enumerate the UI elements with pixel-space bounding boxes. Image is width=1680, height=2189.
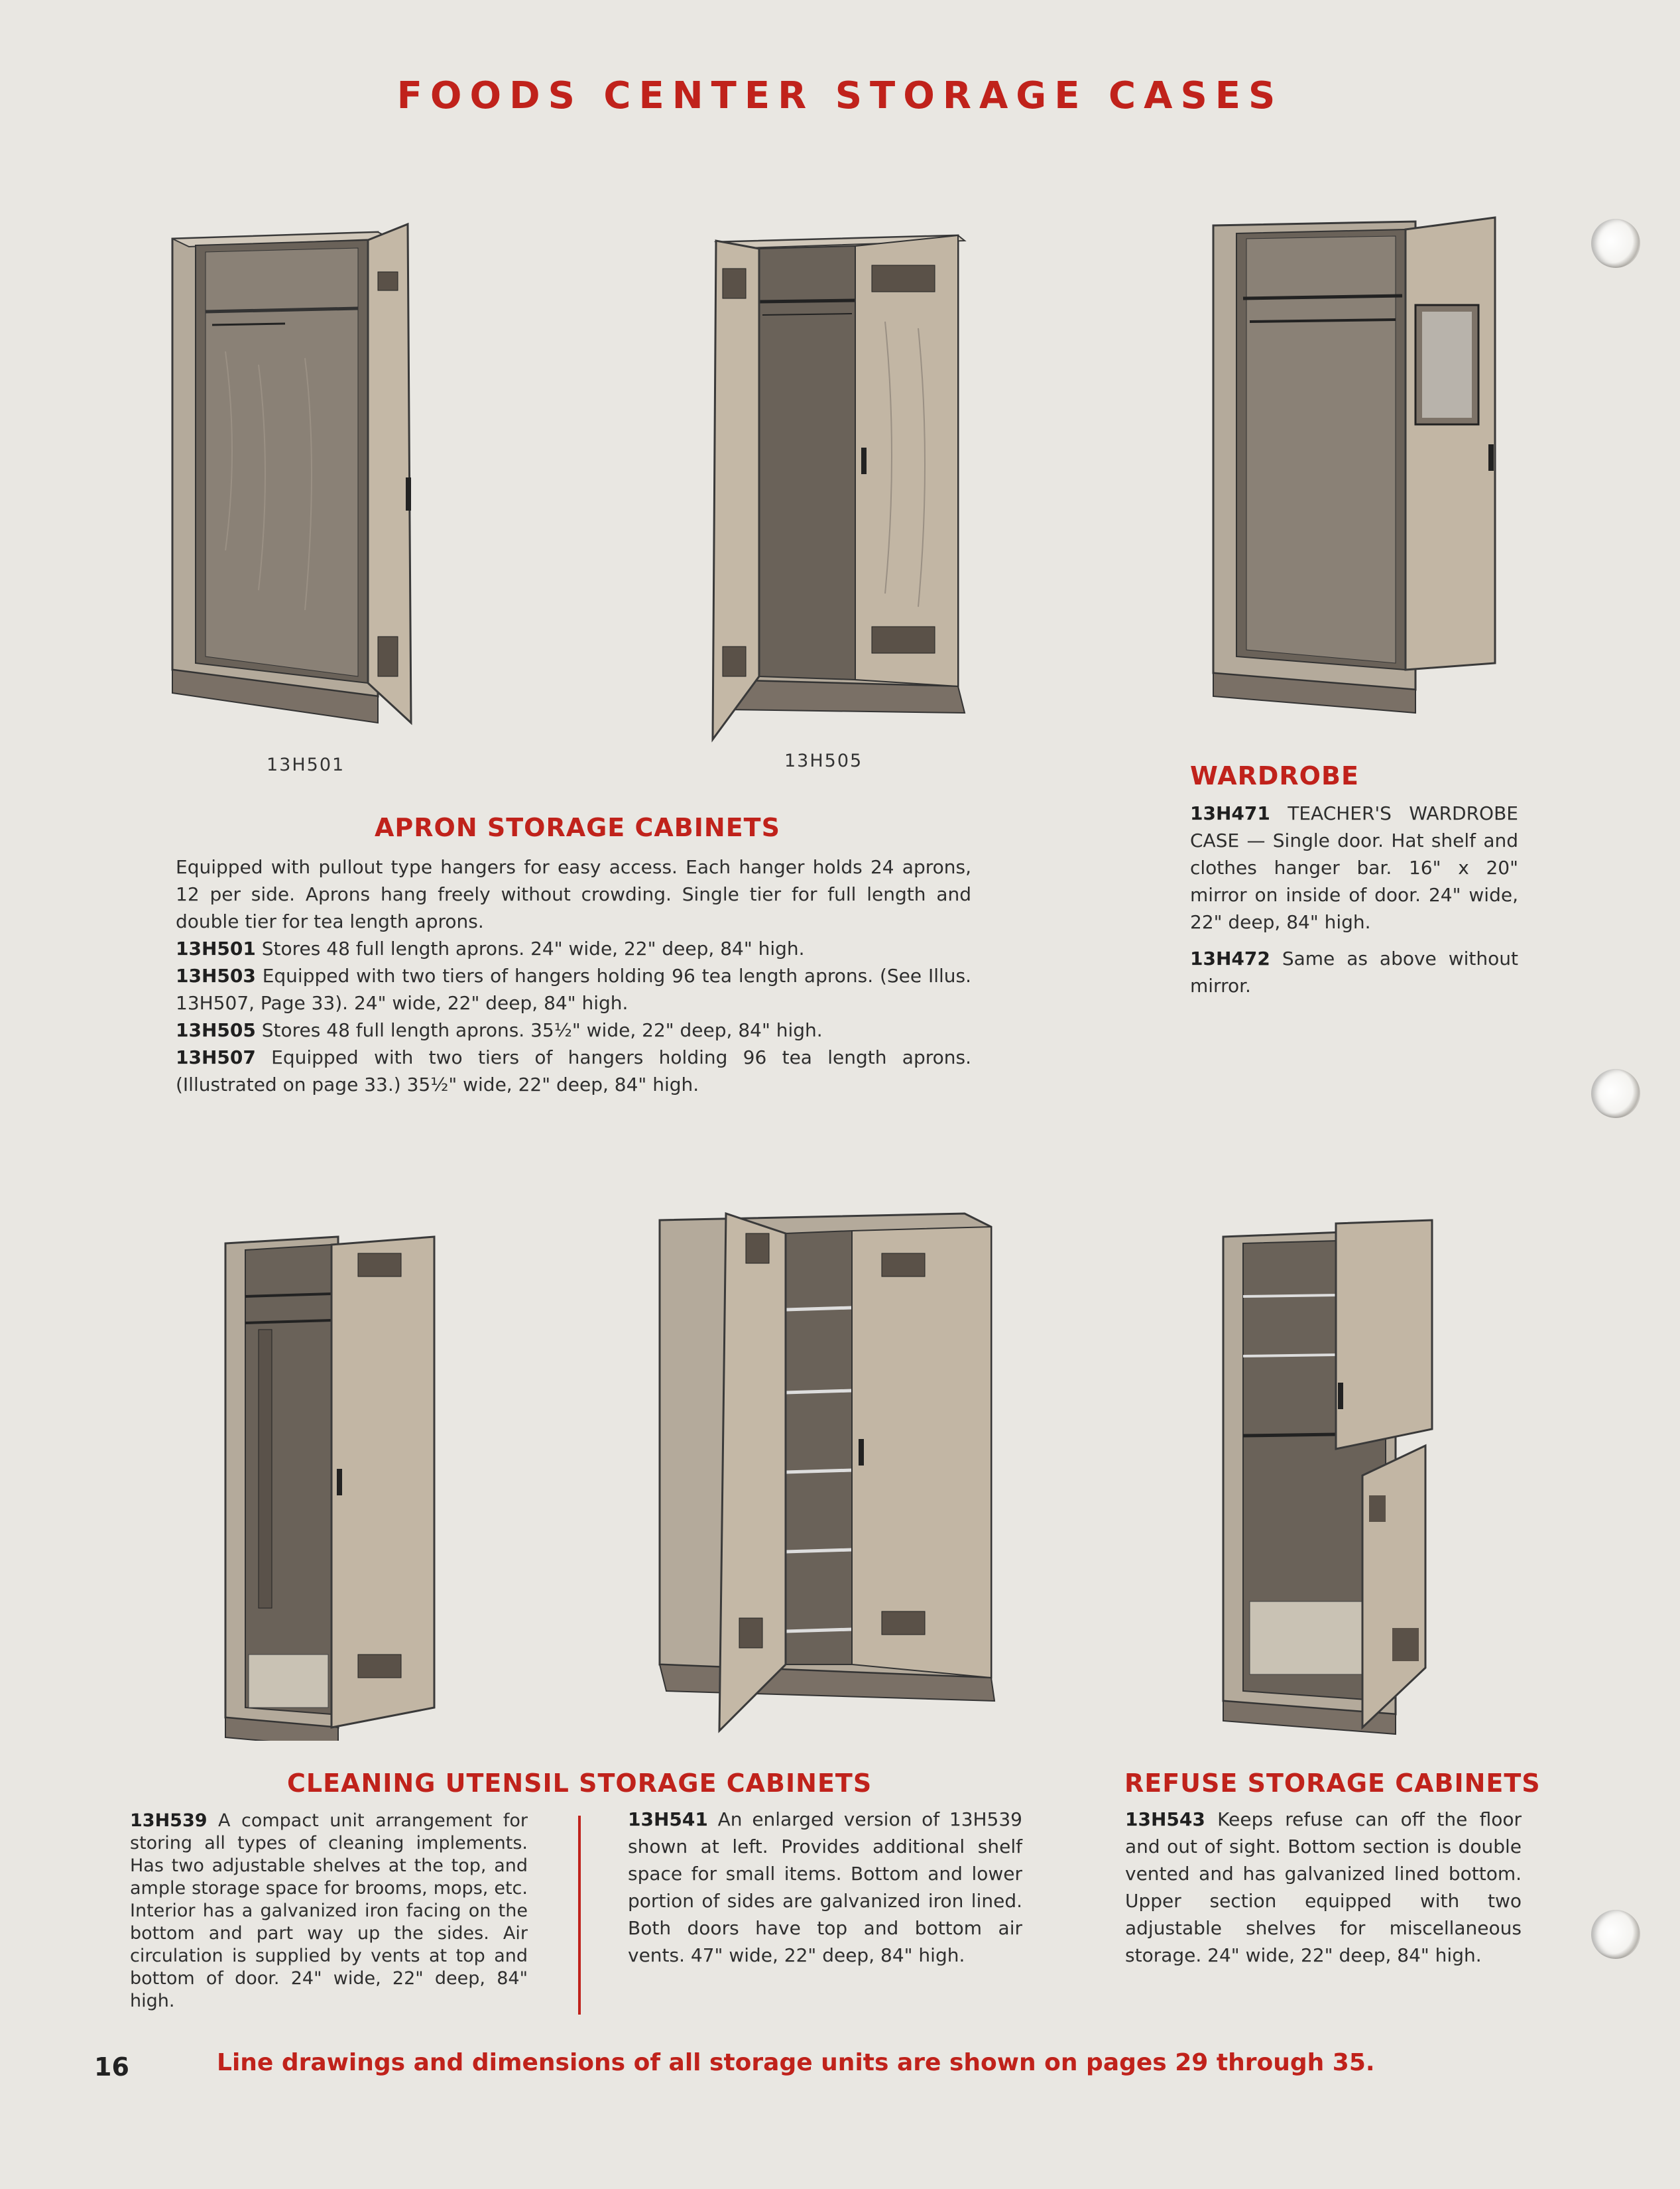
wardrobe-item bbox=[1190, 945, 1518, 999]
item-code: 13H543 bbox=[1125, 1808, 1205, 1830]
wardrobe-13H471-illustration bbox=[1203, 206, 1508, 716]
footer-note: Line drawings and dimensions of all storage units are shown on pages 29 through 35. bbox=[217, 2049, 1375, 2076]
refuse-item-13H543 bbox=[1125, 1806, 1522, 1969]
wardrobe-item bbox=[1190, 800, 1518, 936]
cleaning-heading: CLEANING UTENSIL STORAGE CABINETS bbox=[287, 1769, 872, 1798]
apron-item bbox=[176, 1017, 971, 1044]
item-code: 13H472 bbox=[1190, 948, 1270, 969]
cleaning-item bbox=[130, 1810, 528, 2013]
item-text: A compact unit arrangement for storing all types of cleaning implements. Has two adjustable shelves at the top, and ample storage space for brooms, mops, etc. Interior has a galvanized iron facing on the bottom and part way up the sides. Air circulation is supplied by vents at top and bottom of door. 24" wide, 22" deep, 84" high. bbox=[130, 1810, 528, 2011]
illustration-caption-13H501: 13H501 bbox=[267, 755, 345, 775]
binder-hole-top bbox=[1591, 219, 1640, 268]
cabinet-13H541-illustration bbox=[653, 1200, 998, 1737]
cabinet-13H539-illustration bbox=[219, 1223, 444, 1741]
column-divider bbox=[578, 1816, 581, 2015]
apron-item bbox=[176, 962, 971, 1017]
apron-heading: APRON STORAGE CABINETS bbox=[375, 813, 780, 842]
item-code: 13H539 bbox=[130, 1810, 208, 1831]
item-code: 13H503 bbox=[176, 965, 256, 987]
wardrobe-body bbox=[1190, 800, 1518, 999]
binder-hole-middle bbox=[1591, 1069, 1640, 1118]
cabinet-13H501-illustration bbox=[159, 219, 424, 749]
cleaning-item-13H541 bbox=[628, 1806, 1022, 1969]
item-code: 13H541 bbox=[628, 1808, 708, 1830]
refuse-heading: REFUSE STORAGE CABINETS bbox=[1124, 1769, 1541, 1798]
item-text: Equipped with two tiers of hangers holding 96 tea length aprons. (See Illus. 13H507, Page 33). 24" wide, 22" deep, 84" high. bbox=[176, 965, 971, 1014]
item-text: Same as above without mirror. bbox=[1190, 948, 1519, 997]
binder-hole-bottom bbox=[1591, 1910, 1640, 1959]
item-code: 13H471 bbox=[1190, 802, 1270, 824]
item-text: TEACHER'S WARDROBE CASE — Single door. Hat shelf and clothes hanger bar. 16" x 20" mirror on inside of door. 24" wide, 22" deep, 84" high. bbox=[1190, 802, 1518, 933]
page-number: 16 bbox=[94, 2052, 129, 2082]
page-title: FOODS CENTER STORAGE CASES bbox=[396, 74, 1284, 117]
cleaning-item bbox=[628, 1806, 1022, 1969]
item-code: 13H505 bbox=[176, 1019, 256, 1041]
item-text: Equipped with two tiers of hangers holding 96 tea length aprons. (Illustrated on page 33.) 35½" wide, 22" deep, 84" high. bbox=[176, 1046, 971, 1095]
item-code: 13H501 bbox=[176, 938, 256, 960]
item-code: 13H507 bbox=[176, 1046, 256, 1068]
item-text: Keeps refuse can off the floor and out of sight. Bottom section is double vented and has galvanized lined bottom. Upper section equipped with two adjustable shelves for miscellaneous storage. 24" wide, 22" deep, 84" high. bbox=[1125, 1808, 1522, 1966]
item-text: An enlarged version of 13H539 shown at left. Provides additional shelf space for small items. Bottom and lower portion of sides are galvanized iron lined. Both doors have top and bottom air vents. 47" wide, 22" deep, 84" high. bbox=[628, 1808, 1023, 1966]
apron-intro: Equipped with pullout type hangers for easy access. Each hanger holds 24 aprons, 12 per side. Aprons hang freely without crowding. Single tier for full length and double tier for tea length aprons. bbox=[176, 856, 971, 932]
apron-body bbox=[176, 853, 971, 1098]
cabinet-13H505-illustration bbox=[686, 222, 991, 746]
item-text: Stores 48 full length aprons. 24" wide, 22" deep, 84" high. bbox=[261, 938, 805, 960]
cleaning-item-13H539 bbox=[130, 1810, 528, 2013]
apron-item bbox=[176, 1044, 971, 1098]
wardrobe-heading: WARDROBE bbox=[1190, 761, 1359, 790]
apron-item bbox=[176, 935, 971, 962]
cabinet-13H543-illustration bbox=[1220, 1217, 1439, 1741]
refuse-item bbox=[1125, 1806, 1522, 1969]
item-text: Stores 48 full length aprons. 35½" wide, 22" deep, 84" high. bbox=[261, 1019, 823, 1041]
illustration-caption-13H505: 13H505 bbox=[784, 751, 863, 771]
